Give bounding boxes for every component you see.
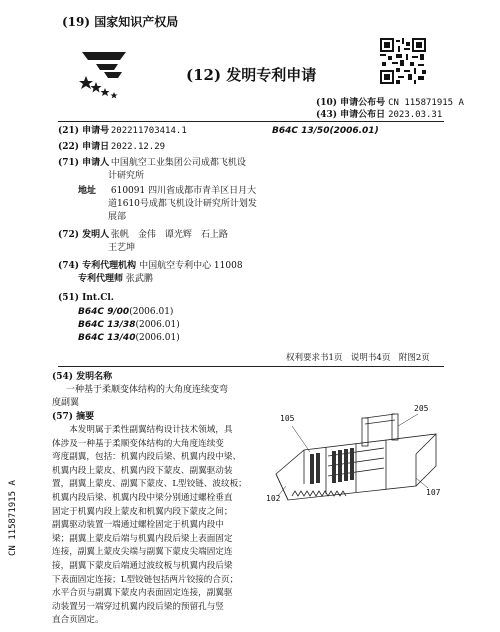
side-publication-number <box>8 480 18 556</box>
figure-label-105: 105 <box>280 414 295 423</box>
header-divider <box>58 121 444 122</box>
ipc-row-3 <box>78 332 180 344</box>
abstract-line: 机翼内段后梁、机翼内段中梁分别通过螺栓垂直 <box>52 492 233 503</box>
application-date-row <box>58 141 165 153</box>
agent: 张武鹏 <box>125 274 153 284</box>
abstract-line: 接，副翼下蒙皮后端通过波纹板与机翼内段后梁 <box>52 560 233 571</box>
agent-label: 专利代理师 <box>78 274 124 284</box>
application-number-row <box>58 125 187 137</box>
applicant-row-2 <box>108 170 144 182</box>
publication-date: 2023.03.31 <box>388 110 443 120</box>
address-row-3 <box>108 211 126 223</box>
invention-title-line-1: 一种基于柔顺变体结构的大角度连续变弯 <box>66 385 229 395</box>
agency-label: (74) 专利代理机构 <box>58 261 137 271</box>
figure-label-102: 102 <box>266 494 281 503</box>
address-line-3: 展部 <box>108 212 127 222</box>
abstract-label-row <box>52 411 94 423</box>
abstract-line: 直合页固定。 <box>52 615 104 626</box>
publication-date-label: (43) 申请公布日 <box>316 110 386 120</box>
application-date-label: (22) 申请日 <box>58 142 110 152</box>
publication-number-label: (10) 申请公布号 <box>316 98 386 108</box>
application-date: 2022.12.29 <box>110 142 166 152</box>
cnipa-logo-icon <box>74 42 134 102</box>
inventors-row <box>58 229 228 241</box>
publication-number: CN 115871915 A <box>388 98 464 108</box>
cnipa-logo <box>74 42 134 102</box>
abstract-line: 固定于机翼内段上蒙皮和机翼内段下蒙皮之间； <box>52 506 233 517</box>
abstract-line: 本发明属于柔性副翼结构设计技术领域，具 <box>52 425 233 435</box>
figure-label-107: 107 <box>426 488 441 497</box>
ipc-version-1: (2006.01) <box>129 307 174 317</box>
abstract-line: 弯度副翼，包括：机翼内段后梁、机翼内段中梁、 <box>52 452 242 463</box>
page-counts-text: 权利要求书1页 说明书4页 附图2页 <box>286 353 430 363</box>
abstract-label: (57) 摘要 <box>52 412 95 422</box>
agency-row <box>58 260 243 272</box>
ipc-right: B64C 13/50(2006.01) <box>272 126 379 136</box>
applicant-label: (71) 申请人 <box>58 158 110 168</box>
ipc-right-row <box>272 125 379 137</box>
application-number-label: (21) 申请号 <box>58 126 110 136</box>
address-label: 地址 <box>78 186 97 196</box>
intcl-row <box>58 292 114 304</box>
title-label-row <box>52 371 112 383</box>
applicant-line-2: 计研究所 <box>108 171 145 181</box>
address-line-2: 道1610号成都飞机设计研究所计划发 <box>108 199 257 209</box>
page-counts <box>286 352 430 364</box>
abstract-line: 下表面固定连接；L型铰链包括两片铰接的合页； <box>52 574 239 585</box>
abstract-body <box>52 424 270 628</box>
ipc-code-2: B64C 13/38 <box>78 320 136 330</box>
ipc-code-3: B64C 13/40 <box>78 333 136 343</box>
ipc-code-1: B64C 9/00 <box>78 307 130 317</box>
address-row-2 <box>108 198 257 210</box>
invention-title-line-2: 度副翼 <box>52 398 80 408</box>
section-divider <box>58 366 444 367</box>
qr-code-icon <box>380 38 426 84</box>
applicant-line-1: 中国航空工业集团公司成都飞机设 <box>110 158 246 168</box>
abstract-line: 梁；副翼上蒙皮后端与机翼内段后梁上表面固定 <box>52 533 233 544</box>
intcl-label: (51) Int.Cl. <box>58 293 114 303</box>
inventors-row-2 <box>108 242 135 254</box>
abstract-line: 置，副翼上蒙皮、副翼下蒙皮、L型铰链、波纹板； <box>52 479 247 490</box>
address-row <box>78 185 256 197</box>
address-line-1: 610091 四川省成都市青羊区日月大 <box>110 186 257 196</box>
inventors-line-2: 王艺坤 <box>108 243 136 253</box>
agent-row <box>78 273 153 285</box>
inventors-line-1: 张帆 金伟 谭光辉 石上路 <box>110 230 228 240</box>
qr-code <box>380 38 426 84</box>
title-label: (54) 发明名称 <box>52 372 113 382</box>
publication-number-row <box>316 97 464 109</box>
abstract-line: 机翼内段上蒙皮、机翼内段下蒙皮、副翼驱动装 <box>52 465 233 476</box>
side-publication-text: CN 115871915 A <box>8 480 18 556</box>
application-number: 202211703414.1 <box>110 126 187 136</box>
abstract-line: 体涉及一种基于柔顺变体结构的大角度连续变 <box>52 438 224 449</box>
abstract-line: 水平合页与副翼下蒙皮内表面固定连接，副翼驱 <box>52 588 233 599</box>
applicant-row <box>58 157 246 169</box>
abstract-line: 连接，副翼上蒙皮尖端与副翼下蒙皮尖端固定连 <box>52 547 233 558</box>
ipc-version-2: (2006.01) <box>135 320 180 330</box>
document-type: (12) 发明专利申请 <box>186 66 317 84</box>
title-line-2-row <box>52 397 79 409</box>
ipc-version-3: (2006.01) <box>135 333 180 343</box>
ipc-row-1 <box>78 306 173 318</box>
title-line-1-row <box>66 384 228 396</box>
authority-name: (19) 国家知识产权局 <box>62 15 179 29</box>
publication-date-row <box>316 109 442 121</box>
ipc-row-2 <box>78 319 180 331</box>
abstract-line: 动装置另一端穿过机翼内段后梁的预留孔与竖 <box>52 601 224 612</box>
abstract-figure <box>266 404 446 516</box>
figure-label-205: 205 <box>414 404 429 413</box>
inventors-label: (72) 发明人 <box>58 230 110 240</box>
abstract-line: 副翼驱动装置一端通过螺栓固定于机翼内段中 <box>52 520 224 531</box>
agency: 中国航空专利中心 11008 <box>139 261 243 271</box>
